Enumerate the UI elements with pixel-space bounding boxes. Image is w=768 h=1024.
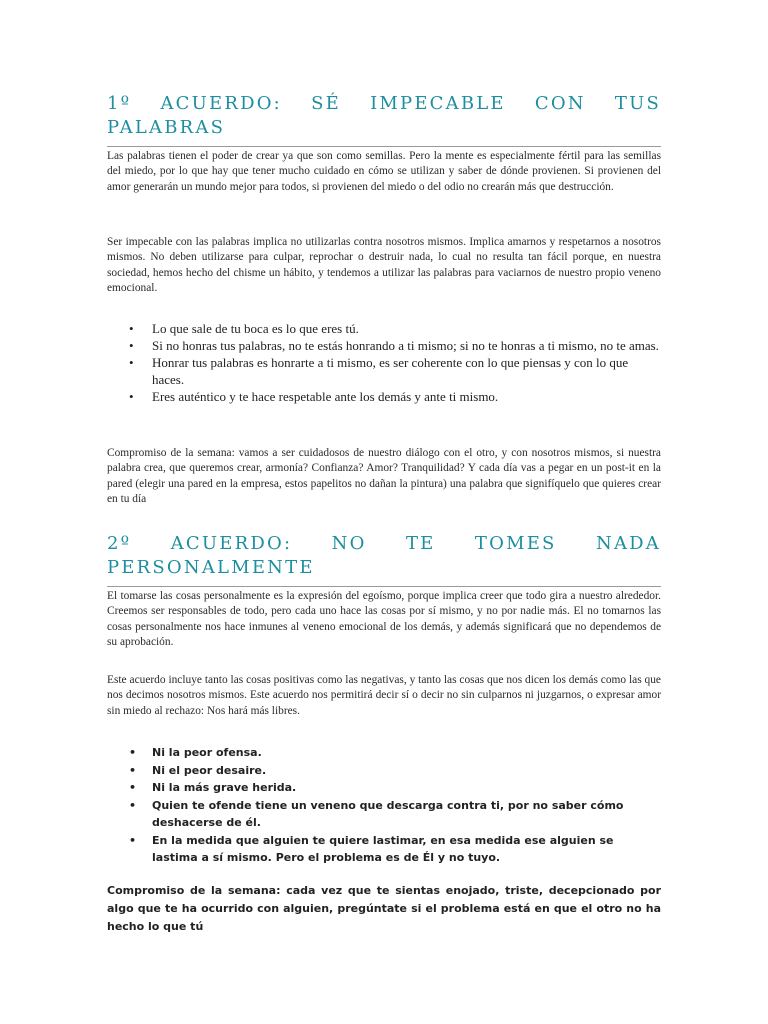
- list-item: [107, 762, 661, 780]
- section2-divider: [107, 586, 661, 587]
- section1-paragraph-1: Las palabras tienen el poder de crear ya que son como semillas. Pero la mente es especialmente fértil para las semillas del miedo, por lo que hay que tener mucho cuidado en cómo se utilizan y saber de dónde provienen. Si provienen del amor generarán un mundo mejor para todos, si provienen del miedo o del odio no crearán más que destrucción.: [107, 150, 661, 193]
- list-item-text: Eres auténtico y te hace respetable ante los demás y ante ti mismo.: [152, 389, 499, 404]
- list-item: [107, 779, 661, 797]
- bullet-icon: •: [129, 781, 137, 794]
- bullet-icon: •: [129, 338, 134, 353]
- list-item: [107, 832, 661, 867]
- section1-heading: [107, 92, 661, 140]
- bullet-icon: •: [129, 321, 134, 336]
- bullet-icon: •: [129, 355, 134, 370]
- list-item: [107, 320, 661, 337]
- section1-heading-line2: PALABRAS: [107, 117, 226, 138]
- list-item-text: Ni el peor desaire.: [152, 763, 267, 777]
- section1-compromiso: Compromiso de la semana: vamos a ser cuidadosos de nuestro diálogo con el otro, y con nosotros mismos, si nuestra palabra crea, que queremos crear, armonía? Confianza? Amor? Tranquilidad? Y cada día vas a pegar en un post-it en la pared (elegir una pared en la empresa, estos papelitos no dañan la pintura) una palabra que signifíquelo que quieres crear en tu día: [107, 447, 661, 506]
- section1-divider: [107, 146, 661, 147]
- list-item-text: Lo que sale de tu boca es lo que eres tú.: [152, 321, 359, 336]
- list-item-text: Ni la peor ofensa.: [152, 746, 262, 759]
- section1-heading-line1: 1º ACUERDO: SÉ IMPECABLE CON TUS: [107, 93, 661, 114]
- list-item-text: Quien te ofende tiene un veneno que descarga contra ti, por no saber cómo deshacerse de él.: [152, 798, 624, 829]
- section2-paragraph-1: El tomarse las cosas personalmente es la expresión del egoísmo, porque implica creer que todo gira a nuestro alrededor. Creemos ser responsables de todo, pero cada uno hace las cosas por sí mismo, y no por nadie más. El no tomarnos las cosas personalmente nos hace inmunes al veneno emocional de los demás, y además significará que no dependemos de su aprobación.: [107, 590, 661, 649]
- section2-heading-line2: PERSONALMENTE: [107, 557, 315, 578]
- section1-paragraph-2: Ser impecable con las palabras implica no utilizarlas contra nosotros mismos. Implica amarnos y respetarnos a nosotros mismos. No deben utilizarse para culpar, reprochar o destruir nada, lo cual no resulta tan fácil porque, en nuestra sociedad, hemos hecho del chisme un hábito, y tendemos a utilizar las palabras para vaciarnos de nuestro propio veneno emocional.: [107, 236, 661, 295]
- bullet-icon: •: [129, 763, 137, 777]
- bullet-icon: •: [129, 798, 137, 812]
- bullet-icon: •: [129, 389, 134, 404]
- list-item-text: Ni la más grave herida.: [152, 781, 297, 794]
- list-item: [107, 354, 661, 388]
- section2-compromiso: Compromiso de la semana: cada vez que te sientas enojado, triste, decepcionado por algo que te ha ocurrido con alguien, pregúntate si el problema está en que el otro no ha hecho lo que tú: [107, 884, 661, 933]
- section1-bullet-list: [107, 320, 661, 405]
- section2-heading-line1: 2º ACUERDO: NO TE TOMES NADA: [107, 533, 661, 554]
- section2-bullet-list: [107, 744, 661, 867]
- list-item: [107, 797, 661, 832]
- list-item-text: Honrar tus palabras es honrarte a ti mismo, es ser coherente con lo que piensas y con lo que haces.: [152, 355, 629, 387]
- section2-paragraph-2: Este acuerdo incluye tanto las cosas positivas como las negativas, y tanto las cosas que nos dicen los demás como las que nos decimos nosotros mismos. Este acuerdo nos permitirá decir sí o decir no sin culparnos ni juzgarnos, o expresar amor sin miedo al rechazo: Nos hará más libres.: [107, 674, 661, 717]
- list-item: [107, 388, 661, 405]
- section2-heading: [107, 532, 661, 580]
- bullet-icon: •: [129, 833, 137, 847]
- bullet-icon: •: [129, 746, 137, 759]
- list-item: [107, 337, 661, 354]
- list-item-text: En la medida que alguien te quiere lastimar, en esa medida ese alguien se lastima a sí mismo. Pero el problema es de Él y no tuyo.: [152, 833, 614, 864]
- list-item-text: Si no honras tus palabras, no te estás honrando a ti mismo; si no te honras a ti mismo, no te amas.: [152, 338, 659, 353]
- list-item: [107, 744, 661, 762]
